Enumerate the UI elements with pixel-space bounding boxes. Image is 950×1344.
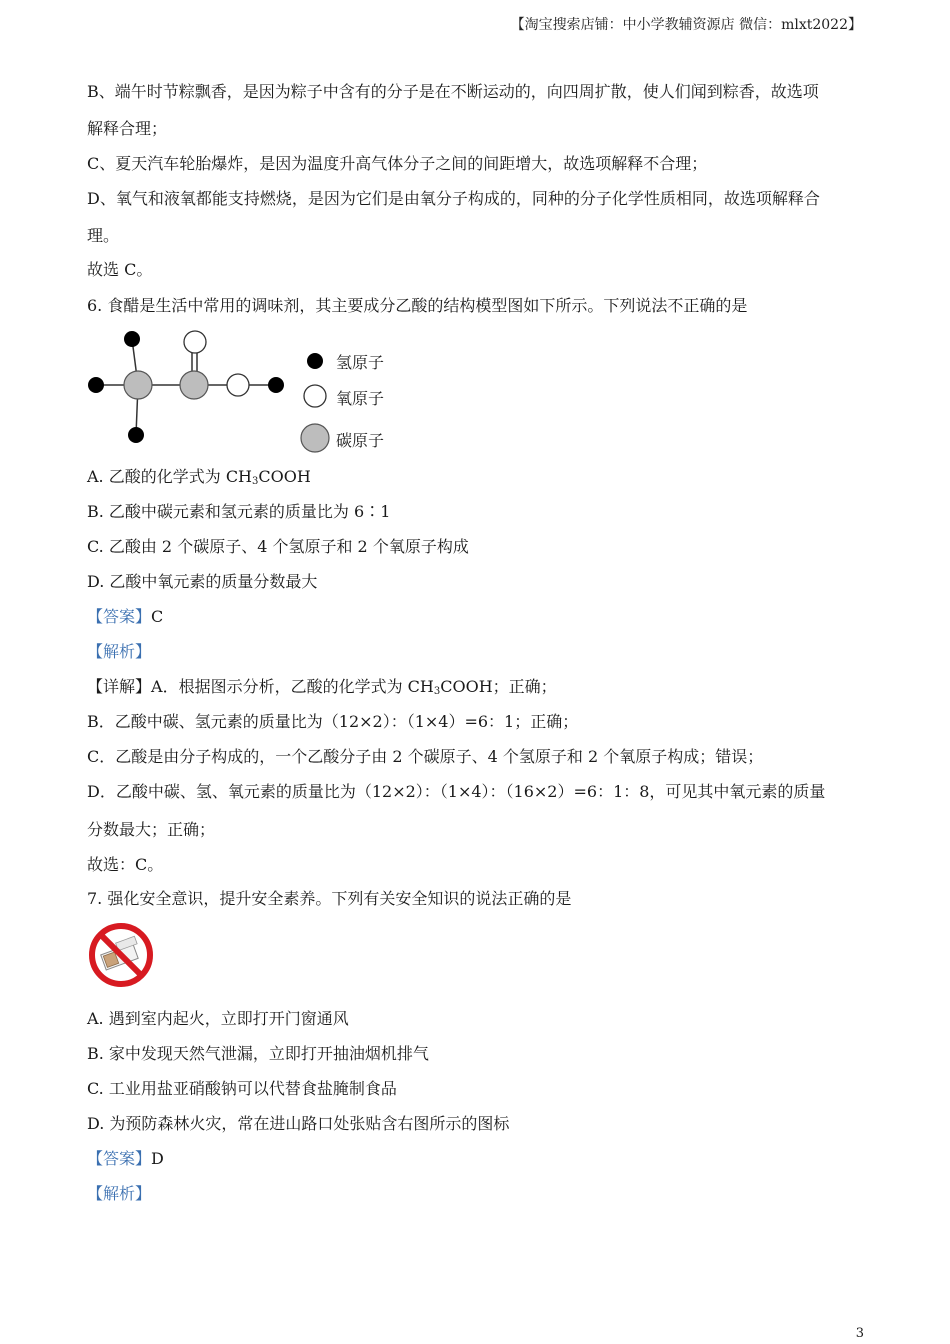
hydrogen-atom [124, 331, 140, 347]
oxygen-atom [184, 331, 206, 353]
q6-option-b: B. 乙酸中碳元素和氢元素的质量比为 6∶1 [87, 502, 391, 521]
q7-stem: 7. 强化安全意识，提升安全素养。下列有关安全知识的说法正确的是 [87, 889, 572, 908]
q6-detail-d-line1: D．乙酸中碳、氢、氧元素的质量比为（12×2）：（1×4）：（16×2）=6：1：8，可见其中氧元素的质量 [87, 782, 826, 801]
q6-analysis-tag: 【解析】 [87, 642, 152, 661]
q7-option-c: C. 工业用盐亚硝酸钠可以代替食盐腌制食品 [87, 1079, 397, 1098]
hydrogen-atom [128, 427, 144, 443]
q6-stem: 6. 食醋是生活中常用的调味剂，其主要成分乙酸的结构模型图如下所示。下列说法不正确的是 [87, 296, 748, 315]
no-fire-sign-icon [86, 920, 156, 990]
q5-option-b-line2: 解释合理； [87, 119, 168, 138]
q7-option-b: B. 家中发现天然气泄漏，立即打开抽油烟机排气 [87, 1044, 429, 1063]
q6-detail-b: B．乙酸中碳、氢元素的质量比为（12×2）：（1×4）=6：1；正确； [87, 712, 579, 731]
q5-option-d-line2: 理。 [87, 226, 120, 245]
q6-detail-d-line2: 分数最大；正确； [87, 820, 216, 839]
hydrogen-atom [268, 377, 284, 393]
legend-oxygen-label: 氧原子 [336, 389, 385, 408]
q7-option-d: D. 为预防森林火灾，常在进山路口处张贴含右图所示的图标 [87, 1114, 510, 1133]
legend-hydrogen-symbol [304, 350, 326, 372]
q6-choice: 故选：C。 [87, 855, 164, 874]
q6-detail-c: C．乙酸是由分子构成的，一个乙酸分子由 2 个碳原子、4 个氢原子和 2 个氧原子构成；错误； [87, 747, 764, 766]
legend-oxygen-symbol [301, 382, 329, 410]
legend-hydrogen-label: 氢原子 [336, 353, 385, 372]
q5-option-d-line1: D、氧气和液氧都能支持燃烧，是因为它们是由氧分子构成的，同种的分子化学性质相同，故选项解释合 [87, 189, 820, 208]
legend-carbon-symbol [299, 422, 331, 454]
hydrogen-atom [88, 377, 104, 393]
q6-option-a: A. 乙酸的化学式为 $CH_3COOH$ [87, 467, 311, 487]
q5-choice: 故选 C。 [87, 260, 153, 279]
carbon-atom [180, 371, 208, 399]
q6-option-d: D. 乙酸中氧元素的质量分数最大 [87, 572, 318, 591]
page-number: 3 [855, 1326, 864, 1341]
q5-option-b-line1: B、端午时节粽飘香，是因为粽子中含有的分子是在不断运动的，向四周扩散，使人们闻到粽香，故选项 [87, 82, 819, 101]
q6-detail-a: 【详解】A．根据图示分析，乙酸的化学式为 $CH_3COOH$；正确； [87, 677, 557, 697]
q7-answer: 【答案】D [87, 1149, 164, 1168]
q6-option-c: C. 乙酸由 2 个碳原子、4 个氢原子和 2 个氧原子构成 [87, 537, 469, 556]
oxygen-atom [227, 374, 249, 396]
q7-option-a: A. 遇到室内起火，立即打开门窗通风 [87, 1009, 349, 1028]
q5-option-c: C、夏天汽车轮胎爆炸，是因为温度升高气体分子之间的间距增大，故选项解释不合理； [87, 154, 708, 173]
carbon-atom [124, 371, 152, 399]
page-header: 【淘宝搜索店铺：中小学教辅资源店 微信：mlxt2022】 [510, 17, 862, 33]
q6-answer: 【答案】C [87, 607, 164, 626]
legend-carbon-label: 碳原子 [336, 431, 385, 450]
q7-analysis-tag: 【解析】 [87, 1184, 152, 1203]
acetic-acid-model-diagram [80, 325, 310, 450]
